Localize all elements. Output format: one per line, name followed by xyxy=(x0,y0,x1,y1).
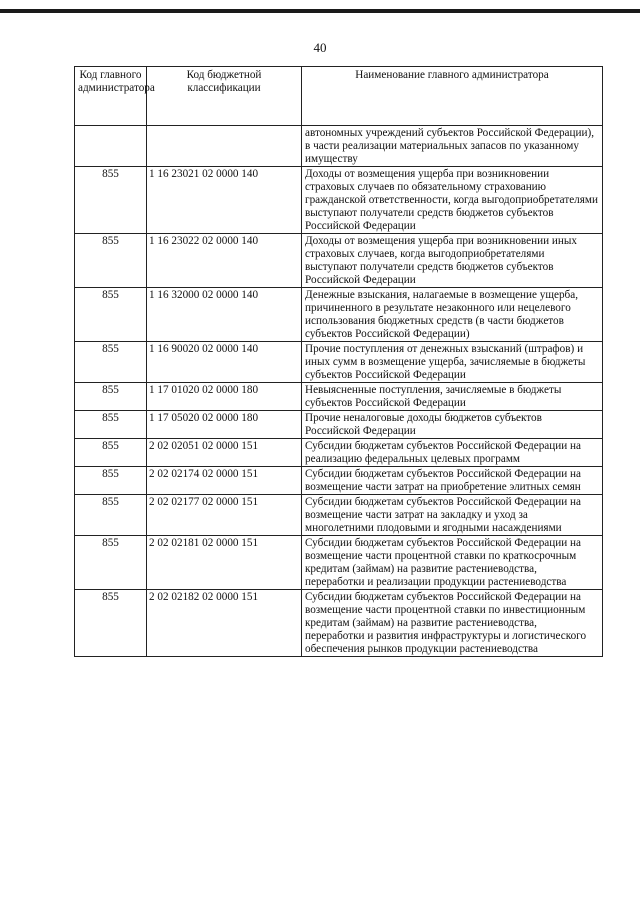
table-row xyxy=(75,495,603,536)
budget-code-cell: 1 17 05020 02 0000 180 xyxy=(147,411,302,439)
administrator-name-cell: Субсидии бюджетам субъектов Российской Федерации на возмещение части затрат на закладку и уход за многолетними плодовыми и ягодными насаждениями xyxy=(302,495,603,536)
admin-code-cell: 855 xyxy=(75,467,147,495)
page-number: 40 xyxy=(313,40,327,55)
table-row xyxy=(75,411,603,439)
table-row xyxy=(75,467,603,495)
table-row xyxy=(75,234,603,288)
table-row xyxy=(75,383,603,411)
budget-code-cell: 2 02 02051 02 0000 151 xyxy=(147,439,302,467)
header-admin-code: Код главного администратора xyxy=(75,67,147,126)
budget-code-cell xyxy=(147,126,302,167)
budget-code-cell: 1 16 32000 02 0000 140 xyxy=(147,288,302,342)
budget-code-cell: 1 16 90020 02 0000 140 xyxy=(147,342,302,383)
administrator-name-cell: Доходы от возмещения ущерба при возникновении иных страховых случаев, когда выгодоприобретателями выступают получатели средств бюджетов субъектов Российской Федерации xyxy=(302,234,603,288)
budget-code-cell: 2 02 02174 02 0000 151 xyxy=(147,467,302,495)
table-row xyxy=(75,536,603,590)
admin-code-cell: 855 xyxy=(75,439,147,467)
header-administrator-name: Наименование главного администратора xyxy=(302,67,603,126)
top-border-rule xyxy=(0,9,640,13)
budget-code-cell: 2 02 02181 02 0000 151 xyxy=(147,536,302,590)
budget-classification-table xyxy=(74,66,603,657)
table-row xyxy=(75,167,603,234)
budget-code-cell: 1 16 23021 02 0000 140 xyxy=(147,167,302,234)
table-row xyxy=(75,439,603,467)
admin-code-cell xyxy=(75,126,147,167)
table-row xyxy=(75,126,603,167)
admin-code-cell: 855 xyxy=(75,590,147,657)
administrator-name-cell: Прочие поступления от денежных взысканий (штрафов) и иных сумм в возмещение ущерба, зачисляемые в бюджеты субъектов Российской Федерации xyxy=(302,342,603,383)
table-header-row xyxy=(75,67,603,126)
header-budget-code: Код бюджетной классификации xyxy=(147,67,302,126)
table-row xyxy=(75,590,603,657)
admin-code-cell: 855 xyxy=(75,234,147,288)
budget-code-cell: 2 02 02177 02 0000 151 xyxy=(147,495,302,536)
table-row xyxy=(75,288,603,342)
administrator-name-cell: Субсидии бюджетам субъектов Российской Федерации на возмещение части процентной ставки по инвестиционным кредитам (займам) на развитие растениеводства, переработки и развития инфраструктуры и логистического обеспечения рынков продукции растениеводства xyxy=(302,590,603,657)
administrator-name-cell: Субсидии бюджетам субъектов Российской Федерации на реализацию федеральных целевых программ xyxy=(302,439,603,467)
budget-code-cell: 2 02 02182 02 0000 151 xyxy=(147,590,302,657)
administrator-name-cell: Доходы от возмещения ущерба при возникновении страховых случаев по обязательному страхованию гражданской ответственности, когда выгодоприобретателями выступают получатели средств бюджетов субъектов Российской Федерации xyxy=(302,167,603,234)
administrator-name-cell: Субсидии бюджетам субъектов Российской Федерации на возмещение части процентной ставки по краткосрочным кредитам (займам) на развитие растениеводства, переработки и реализации продукции растениеводства xyxy=(302,536,603,590)
budget-code-cell: 1 16 23022 02 0000 140 xyxy=(147,234,302,288)
table-row xyxy=(75,342,603,383)
administrator-name-cell: Прочие неналоговые доходы бюджетов субъектов Российской Федерации xyxy=(302,411,603,439)
admin-code-cell: 855 xyxy=(75,411,147,439)
admin-code-cell: 855 xyxy=(75,167,147,234)
budget-code-cell: 1 17 01020 02 0000 180 xyxy=(147,383,302,411)
administrator-name-cell: автономных учреждений субъектов Российской Федерации), в части реализации материальных запасов по указанному имуществу xyxy=(302,126,603,167)
admin-code-cell: 855 xyxy=(75,536,147,590)
admin-code-cell: 855 xyxy=(75,288,147,342)
administrator-name-cell: Денежные взыскания, налагаемые в возмещение ущерба, причиненного в результате незаконного или нецелевого использования бюджетных средств (в части бюджетов субъектов Российской Федерации) xyxy=(302,288,603,342)
admin-code-cell: 855 xyxy=(75,342,147,383)
administrator-name-cell: Субсидии бюджетам субъектов Российской Федерации на возмещение части затрат на приобретение элитных семян xyxy=(302,467,603,495)
admin-code-cell: 855 xyxy=(75,495,147,536)
administrator-name-cell: Невыясненные поступления, зачисляемые в бюджеты субъектов Российской Федерации xyxy=(302,383,603,411)
admin-code-cell: 855 xyxy=(75,383,147,411)
